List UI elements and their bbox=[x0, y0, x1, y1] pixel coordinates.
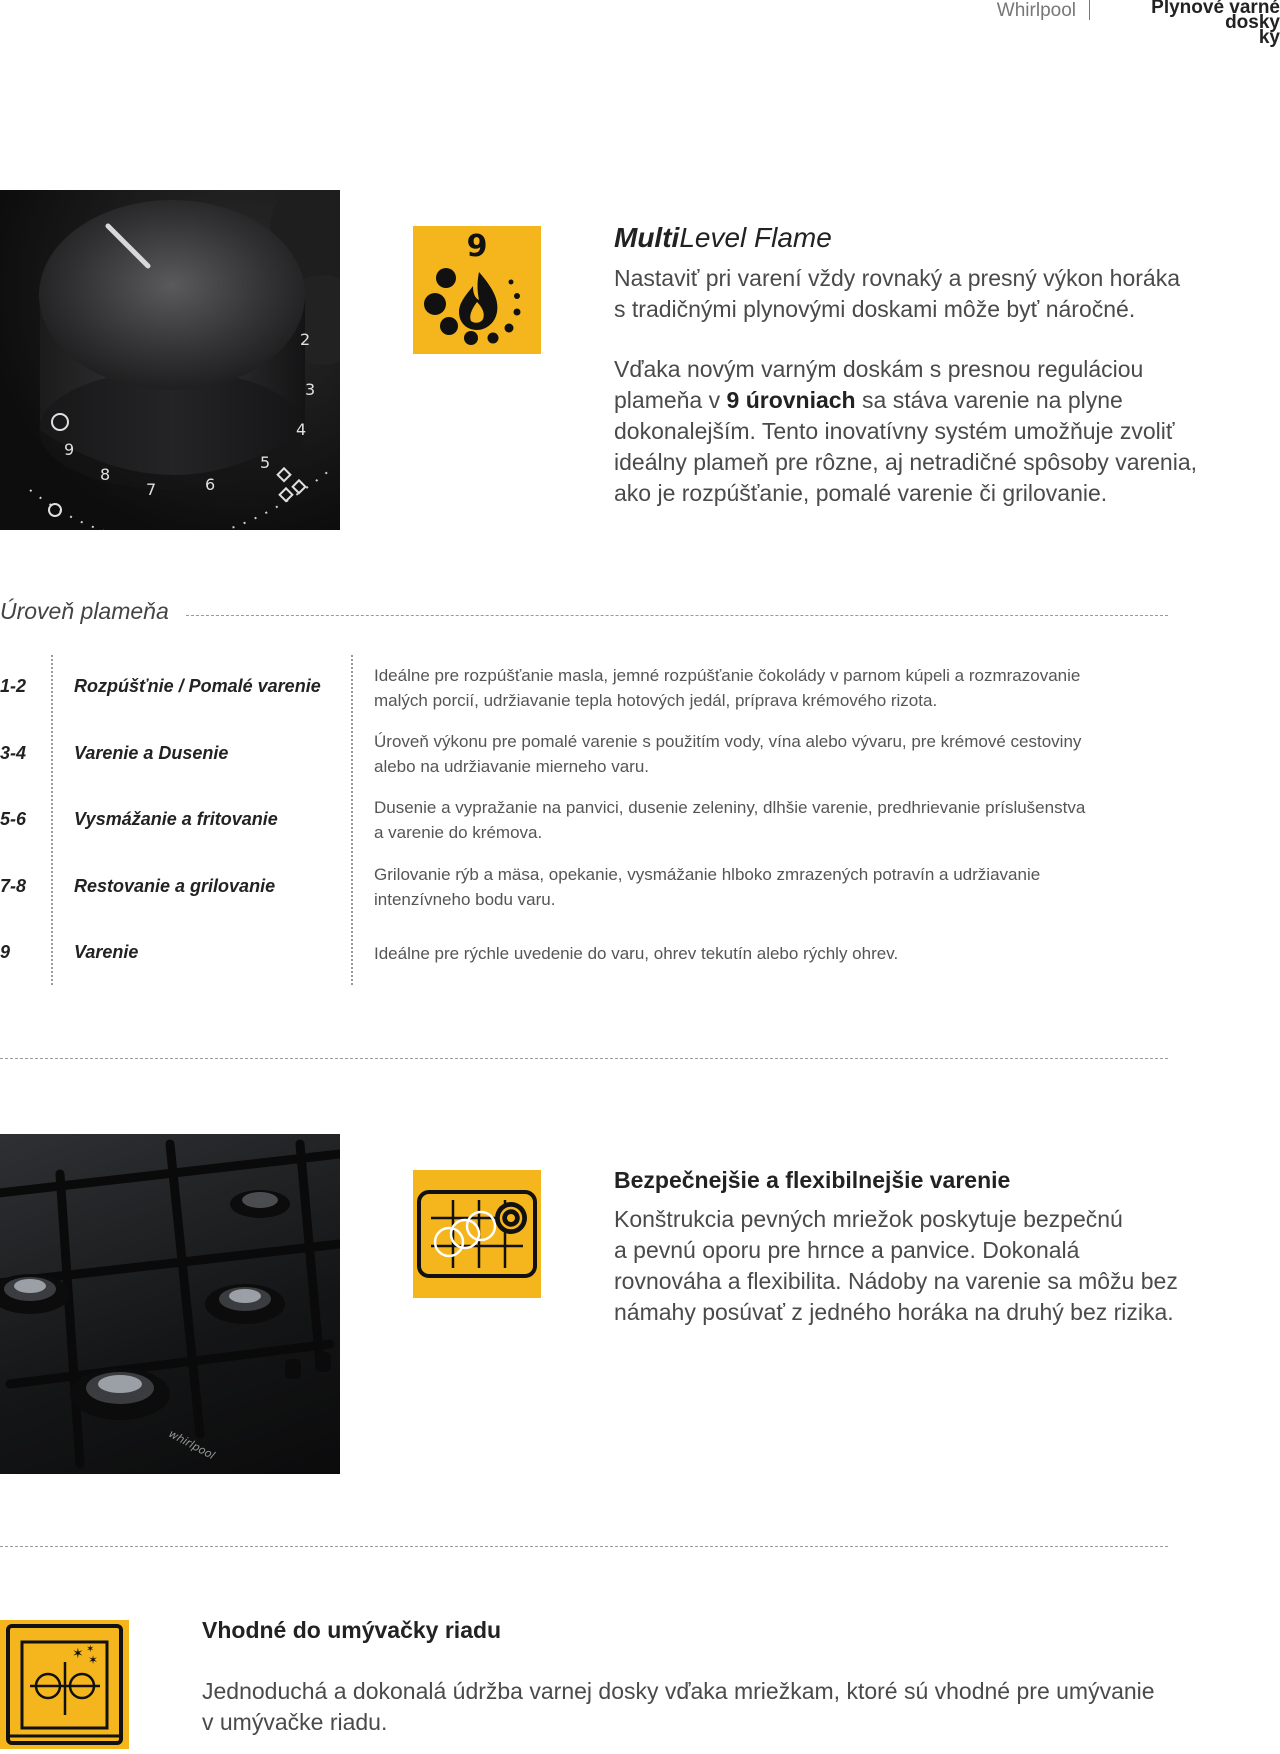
text-line: v umývačke riadu. bbox=[202, 1709, 388, 1735]
text-line: ideálny plameň pre rôzne, aj netradičné spôsoby varenia, bbox=[614, 449, 1198, 475]
flexible-grid-icon bbox=[413, 1170, 541, 1298]
knob-label-4: 4 bbox=[296, 420, 307, 439]
svg-text:9: 9 bbox=[466, 229, 488, 264]
text-line: ako je rozpúšťanie, pomalé varenie či grilovanie. bbox=[614, 480, 1108, 506]
text-line: rovnováha a flexibilita. Nádoby na varenie sa môžu bez bbox=[614, 1268, 1178, 1294]
level-desc-1 bbox=[374, 663, 1154, 713]
text-line: Vďaka novým varným doskám s presnou reguláciou bbox=[614, 356, 1144, 382]
feature1-title-bold: Multi bbox=[614, 222, 680, 253]
text-span: plameňa v bbox=[614, 387, 727, 413]
brand-name: Whirlpool bbox=[996, 0, 1076, 21]
feature1-title-light: Level Flame bbox=[679, 222, 832, 253]
knob-label-6: 6 bbox=[205, 475, 216, 494]
photo-logo: whirlpool bbox=[166, 1427, 217, 1463]
text-line: alebo na udržiavanie mierneho varu. bbox=[374, 757, 650, 776]
text-line: Grilovanie rýb a mäsa, opekanie, vysmážanie hlboko zmrazených potravín a udržiavanie bbox=[374, 865, 1041, 884]
knob-label-3: 3 bbox=[305, 380, 316, 399]
feature1-para1 bbox=[614, 263, 1274, 325]
text-line: dokonalejším. Tento inovatívny systém umožňuje zvoliť bbox=[614, 418, 1175, 444]
text-line: a pevnú oporu pre hrnce a panvice. Dokonalá bbox=[614, 1237, 1080, 1263]
feature3-text bbox=[202, 1676, 1262, 1738]
text-line: malých porcií, udržiavanie tepla hotových jedál, príprava krémového rizota. bbox=[374, 691, 938, 710]
text-line: Jednoduchá a dokonalá údržba varnej dosky vďaka mriežkam, ktoré sú vhodné pre umývanie bbox=[202, 1678, 1155, 1704]
level-desc-5 bbox=[374, 941, 1154, 966]
table-divider-2 bbox=[351, 655, 353, 985]
multilevel-flame-icon bbox=[413, 226, 541, 354]
text-line: námahy posúvať z jedného horáka na druhý bez rizika. bbox=[614, 1299, 1174, 1325]
level-name-4: Restovanie a grilovanie bbox=[74, 876, 276, 896]
page-title-line2: ky bbox=[1258, 27, 1280, 48]
feature2-title: Bezpečnejšie a flexibilnejšie varenie bbox=[614, 1167, 1011, 1193]
hob-photo bbox=[0, 1134, 340, 1474]
level-num-2: 3-4 bbox=[0, 743, 27, 763]
level-num-1: 1-2 bbox=[0, 676, 27, 696]
header-separator bbox=[1089, 0, 1090, 20]
levels-heading-line bbox=[186, 615, 1168, 616]
level-name-2: Varenie a Dusenie bbox=[74, 743, 229, 763]
section-divider-2 bbox=[0, 1546, 1168, 1547]
level-desc-2 bbox=[374, 729, 1154, 779]
knob-label-8: 8 bbox=[100, 465, 111, 484]
svg-text:✶: ✶ bbox=[88, 1653, 99, 1667]
feature2-text bbox=[614, 1204, 1274, 1328]
levels-heading: Úroveň plameňa bbox=[0, 598, 169, 624]
text-span: sa stáva varenie na plyne bbox=[855, 387, 1123, 413]
level-desc-4 bbox=[374, 862, 1154, 912]
text-line: a varenie do krémova. bbox=[374, 823, 543, 842]
feature3-title: Vhodné do umývačky riadu bbox=[202, 1617, 502, 1643]
text-line bbox=[614, 385, 1274, 416]
table-divider-1 bbox=[51, 655, 53, 985]
page-title-line1: Plynové varné dosky bbox=[1151, 0, 1280, 33]
level-name-5: Varenie bbox=[74, 942, 139, 962]
svg-text:✶: ✶ bbox=[72, 1646, 84, 1662]
feature1-para2 bbox=[614, 354, 1274, 509]
knob-label-9: 9 bbox=[64, 440, 75, 459]
level-num-4: 7-8 bbox=[0, 876, 27, 896]
dishwasher-icon bbox=[0, 1620, 129, 1749]
text-line: Nastaviť pri varení vždy rovnaký a presný výkon horáka bbox=[614, 265, 1180, 291]
svg-text:✶: ✶ bbox=[86, 1644, 95, 1655]
text-line: s tradičnými plynovými doskami môže byť náročné. bbox=[614, 296, 1136, 322]
text-line: Úroveň výkonu pre pomalé varenie s použitím vody, vína alebo vývaru, pre krémové cestoviny bbox=[374, 732, 1082, 751]
knob-label-5: 5 bbox=[260, 453, 271, 472]
text-bold: 9 úrovniach bbox=[726, 387, 856, 413]
knob-illustration bbox=[0, 190, 340, 530]
level-name-1: Rozpúšťnie / Pomalé varenie bbox=[74, 676, 321, 696]
knob-label-2: 2 bbox=[300, 330, 311, 349]
page-title bbox=[1092, 0, 1280, 48]
section-divider-1 bbox=[0, 1058, 1168, 1059]
feature1-title bbox=[614, 222, 832, 254]
level-num-5: 9 bbox=[0, 942, 11, 962]
level-name-3: Vysmážanie a fritovanie bbox=[74, 809, 278, 829]
hob-illustration bbox=[0, 1134, 340, 1474]
knob-photo bbox=[0, 190, 340, 530]
text-line: Ideálne pre rozpúšťanie masla, jemné rozpúšťanie čokolády v parnom kúpeli a rozmrazovanie bbox=[374, 666, 1081, 685]
knob-label-7: 7 bbox=[146, 480, 157, 499]
level-desc-3 bbox=[374, 795, 1154, 845]
level-num-3: 5-6 bbox=[0, 809, 27, 829]
text-line: Ideálne pre rýchle uvedenie do varu, ohrev tekutín alebo rýchly ohrev. bbox=[374, 944, 899, 963]
text-line: intenzívneho bodu varu. bbox=[374, 890, 556, 909]
text-line: Dusenie a vypražanie na panvici, dusenie zeleniny, dlhšie varenie, predhrievanie príslušenstva bbox=[374, 798, 1086, 817]
text-line: Konštrukcia pevných mriežok poskytuje bezpečnú bbox=[614, 1206, 1123, 1232]
